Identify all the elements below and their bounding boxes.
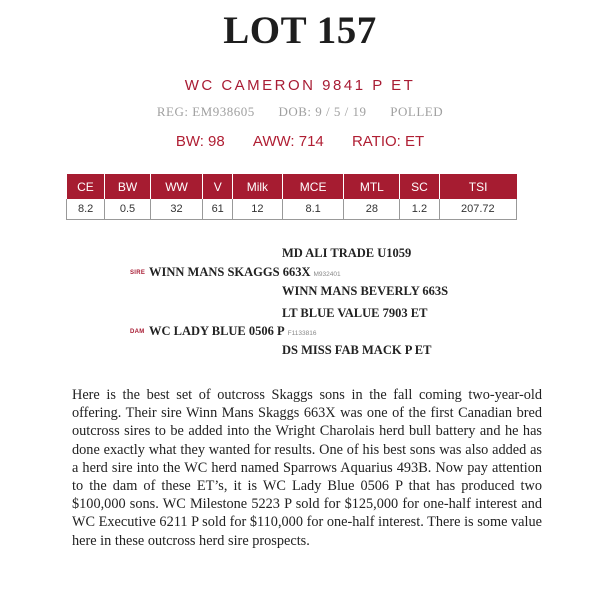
date-of-birth: DOB: 9 / 5 / 19 [278,104,367,119]
epd-header-sc: SC [400,174,439,199]
lot-description: Here is the best set of outcross Skaggs sons in the fall coming two-year-old offering. Their sire Winn Mans Skaggs 663X was one of the first Canadian bred outcross sires to be added into the Wright Charolais herd bull battery and he has done exactly what they wanted for results. One of his best sons was also added as a herd sire into the WC herd named Sparrows Aquarius 493B. Now pay attention to the dam of these ET’s, it is WC Lady Blue 0506 P that has produced two $100,000 sons. WC Milestone 5223 P sold for $125,000 for one-half interest and WC Executive 6211 P sold for $110,000 for one-half interest. There is some value here in these outcross herd sire prospects. [72,387,542,549]
epd-value-row [67,199,517,220]
sire-name: WINN MANS SKAGGS 663X [149,265,311,279]
epd-header-ce: CE [67,174,105,199]
epd-header-row [67,174,517,199]
epd-table [66,174,517,220]
registration-number: REG: EM938605 [156,104,255,119]
dam-dam: DS MISS FAB MACK P ET [282,343,432,357]
sire-dam: WINN MANS BEVERLY 663S [282,284,449,298]
sire [149,265,341,280]
dam-label: DAM [130,329,145,335]
epd-value-ww: 32 [150,199,203,220]
birth-weight: BW: 98 [175,133,225,150]
dam-registration: F1133816 [287,330,317,337]
epd-value-mce: 8.1 [282,199,344,220]
adjusted-weaning-weight: AWW: 714 [252,133,324,150]
epd-header-mce: MCE [282,174,344,199]
dam-sire: LT BLUE VALUE 7903 ET [282,306,428,320]
sire-sire: MD ALI TRADE U1059 [282,246,412,260]
epd-header-mtl: MTL [344,174,400,199]
epd-value-ce: 8.2 [67,199,105,220]
epd-value-mtl: 28 [344,199,400,220]
epd-value-milk: 12 [232,199,282,220]
dam-name: WC LADY BLUE 0506 P [149,324,285,338]
sire-registration: M932401 [313,271,341,278]
epd-value-sc: 1.2 [400,199,439,220]
ratio: RATIO: ET [351,133,425,150]
epd-header-v: V [203,174,233,199]
epd-value-v: 61 [203,199,233,220]
epd-value-bw: 0.5 [105,199,150,220]
animal-name: WC CAMERON 9841 P ET [184,77,416,94]
weights-line [0,133,600,150]
sire-label: SIRE [130,270,146,276]
epd-value-tsi: 207.72 [439,199,516,220]
epd-header-ww: WW [150,174,203,199]
dam [149,324,316,339]
polled-status: POLLED [390,104,444,119]
epd-header-bw: BW [105,174,150,199]
epd-header-milk: Milk [232,174,282,199]
lot-title: LOT 157 [223,9,377,52]
registration-info [0,104,600,120]
epd-header-tsi: TSI [439,174,516,199]
